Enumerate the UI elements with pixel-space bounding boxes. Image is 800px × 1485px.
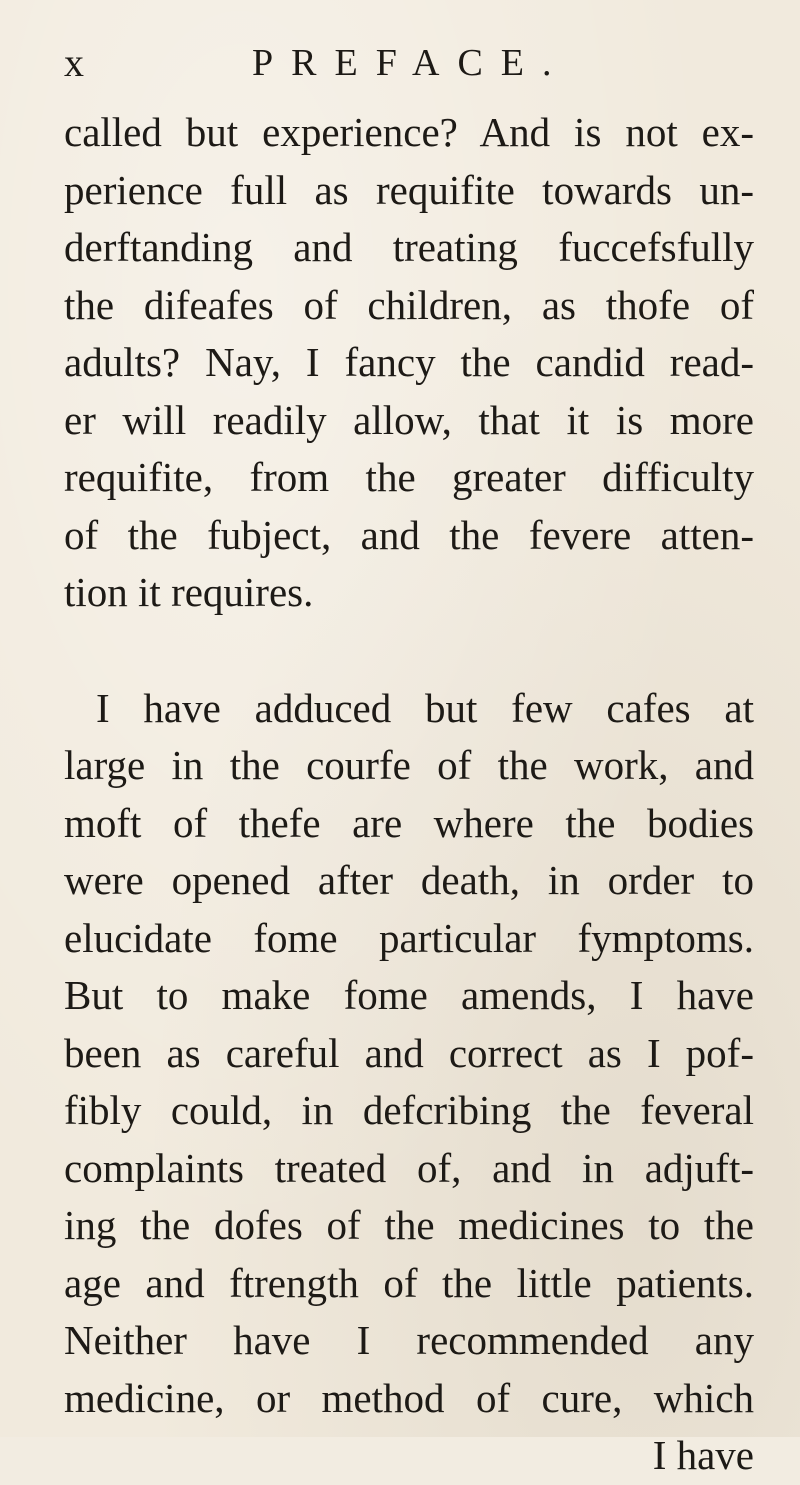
text-line: ing the dofes of the medicines to the	[64, 1202, 754, 1248]
text-line: But to make fome amends, I have	[64, 972, 754, 1018]
text-line: er will readily allow, that it is more	[64, 396, 754, 443]
text-line: age and ftrength of the little patients.	[64, 1259, 754, 1306]
text-line: been as careful and correct as I pof-	[64, 1029, 754, 1076]
page-header	[60, 38, 760, 88]
catchword: I have	[652, 1432, 754, 1478]
text-line: perience full as requifite towards un-	[64, 166, 754, 213]
text-line: called but experience? And is not ex-	[64, 109, 754, 155]
text-line: fibly could, in defcribing the feveral	[64, 1087, 754, 1133]
text-line: of the fubject, and the fevere atten-	[64, 511, 754, 558]
text-line: elucidate fome particular fymptoms.	[64, 914, 754, 961]
paragraph-2	[64, 680, 754, 1428]
text-line: I have adduced but few cafes at	[96, 684, 754, 731]
running-head: PREFACE.	[252, 42, 570, 84]
text-line: moft of thefe are where the bodies	[64, 799, 754, 846]
text-line: requifite, from the greater difficulty	[64, 454, 754, 500]
text-line: large in the courfe of the work, and	[64, 742, 754, 788]
text-line: derftanding and treating fuccefsfully	[64, 224, 754, 270]
paragraph-1	[64, 104, 754, 622]
text-line: the difeafes of children, as thofe of	[64, 281, 754, 328]
body-text	[64, 104, 754, 1485]
text-line: adults? Nay, I fancy the candid read-	[64, 339, 754, 385]
text-line: Neither have I recommended any	[64, 1317, 754, 1363]
signature-mark: x	[64, 40, 84, 85]
text-line: medicine, or method of cure, which	[64, 1374, 754, 1421]
paragraph-gap	[64, 622, 754, 680]
text-line: tion it requires.	[64, 569, 314, 615]
text-line: complaints treated of, and in adjuft-	[64, 1144, 754, 1191]
text-line: were opened after death, in order to	[64, 857, 754, 903]
